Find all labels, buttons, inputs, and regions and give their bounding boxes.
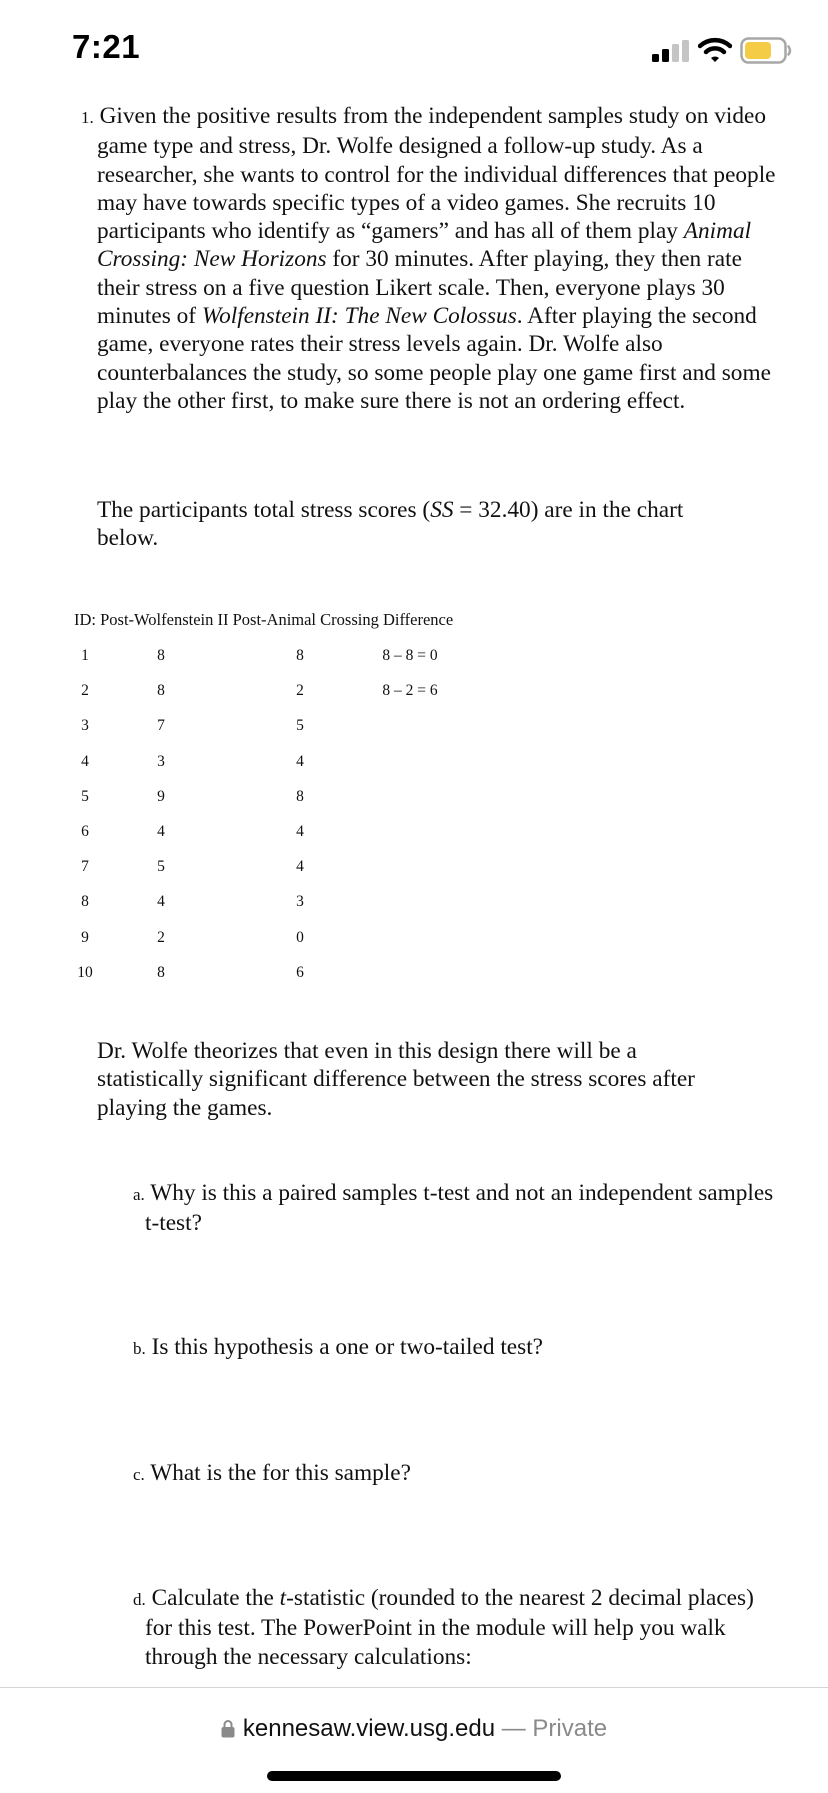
table-cell-id: 6 [81,823,89,840]
lock-icon [221,1719,235,1738]
ss-statement: The participants total stress scores (SS = 32.40) are in the chart below. [97,497,684,552]
table-cell-post-animal-crossing: 3 [296,893,304,910]
table-cell-post-wolfenstein: 9 [157,788,165,805]
theory-statement: Dr. Wolfe theorizes that even in this design there will be a statistically significant difference between the stress scores after playing the games. [97,1038,695,1121]
table-cell-id: 2 [81,682,89,699]
url-domain: kennesaw.view.usg.edu [242,1715,496,1742]
table-cell-difference: 8 – 8 = 0 [382,647,438,664]
table-cell-post-wolfenstein: 3 [157,753,165,770]
table-cell-post-animal-crossing: 6 [296,964,304,981]
table-cell-id: 5 [81,788,89,805]
question-number: 1. [81,108,94,127]
table-cell-id: 8 [81,893,89,910]
table-cell-post-animal-crossing: 5 [296,717,304,734]
question-1: 1. Given the positive results from the independent samples study on video game type and stress, Dr. Wolfe designed a follow-up study. As a researcher, she wants to control for the individual differences that people may have towards specific types of a video games. She recruits 10 participants who identify as “gamers” and has all of them play Animal Crossing: New Horizons for 30 minutes. After playing, they then rate their stress on a five question Likert scale. Then, everyone plays 30 minutes of Wolfenstein II: The New Colossus. After playing the second game, everyone rates their stress levels again. Dr. Wolfe also counterbalances the study, so some people play one game first and some play the other first, to make sure there is not an ordering effect. [81,103,776,414]
table-cell-post-wolfenstein: 8 [157,647,165,664]
table-cell-post-animal-crossing: 0 [296,929,304,946]
table-cell-post-wolfenstein: 8 [157,682,165,699]
table-cell-id: 7 [81,858,89,875]
table-cell-post-wolfenstein: 4 [157,823,165,840]
status-bar [0,0,828,100]
table-cell-post-animal-crossing: 4 [296,858,304,875]
cellular-signal-icon [652,40,690,62]
table-cell-id: 9 [81,929,89,946]
question-text: Given the positive results from the independent samples study on video game type and stress, Dr. Wolfe designed a follow-up study. As a researcher, she wants to control for the individual differences that people may have towards specific types of a video games. She recruits 10 participants who identify as “gamers” and has all of them play [97,103,776,245]
table-cell-post-animal-crossing: 4 [296,823,304,840]
table-cell-post-wolfenstein: 2 [157,929,165,946]
table-cell-post-animal-crossing: 8 [296,788,304,805]
private-mode-label: Private [532,1715,608,1742]
home-indicator[interactable] [267,1771,561,1781]
table-cell-id: 1 [81,647,89,664]
subquestion-d: d. Calculate the t-statistic (rounded to the nearest 2 decimal places) for this test. The PowerPoint in the module will help you walk through the necessary calculations: [133,1585,754,1670]
table-cell-post-animal-crossing: 4 [296,753,304,770]
subquestion-c: c. What is the for this sample? [133,1460,411,1486]
table-cell-difference: 8 – 2 = 6 [382,682,438,699]
subquestion-a: a. Why is this a paired samples t-test and not an independent samples t-test? [133,1180,774,1237]
table-cell-id: 4 [81,753,89,770]
table-cell-id: 10 [77,964,93,981]
table-cell-id: 3 [81,717,89,734]
game-title-wolfenstein: Wolfenstein II: The New Colossus [201,303,517,330]
table-cell-post-wolfenstein: 7 [157,717,165,734]
table-header: ID: Post-Wolfenstein II Post-Animal Crossing Difference [74,610,454,629]
battery-icon [740,37,792,64]
wifi-icon [698,36,732,64]
browser-url-bar[interactable] [0,1687,828,1793]
subquestion-b: b. Is this hypothesis a one or two-tailed test? [133,1334,544,1360]
table-cell-post-wolfenstein: 4 [157,893,165,910]
game-title-animal-crossing: Animal Crossing: New Horizons [97,218,752,273]
table-cell-post-animal-crossing: 8 [296,647,304,664]
table-cell-post-wolfenstein: 5 [157,858,165,875]
status-time: 7:21 [72,28,141,65]
table-cell-post-animal-crossing: 2 [296,682,304,699]
table-cell-post-wolfenstein: 8 [157,964,165,981]
url-display[interactable]: kennesaw.view.usg.edu — Private [0,1715,828,1743]
